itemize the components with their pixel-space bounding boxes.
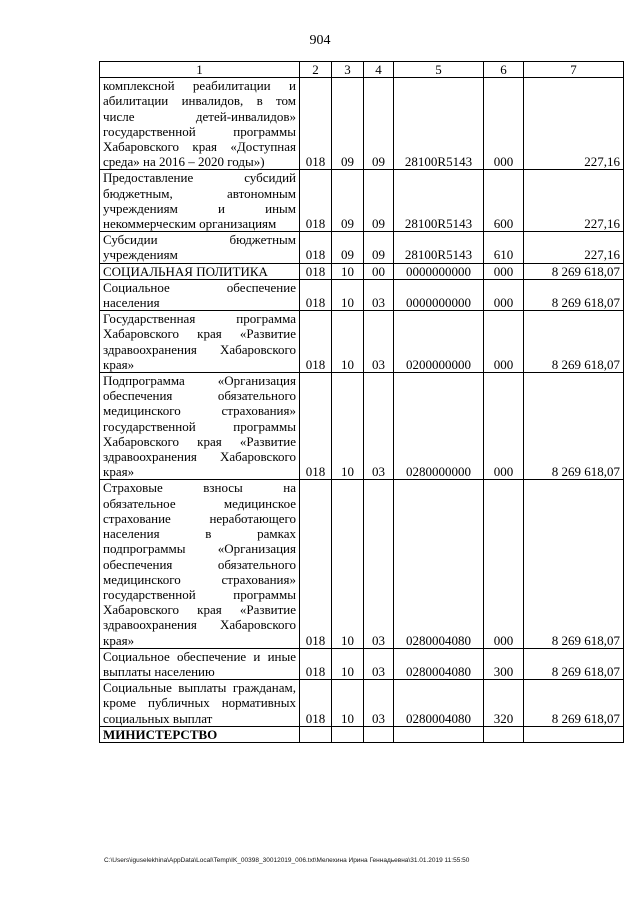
subsection-code: 03 xyxy=(364,279,394,310)
column-header-7: 7 xyxy=(524,62,624,78)
expense-type-code: 000 xyxy=(484,263,524,279)
target-article-code: 0000000000 xyxy=(394,279,484,310)
ministry-code: 018 xyxy=(300,680,332,727)
expense-type-code: 610 xyxy=(484,232,524,263)
expense-type-code: 600 xyxy=(484,170,524,232)
row-name: Социальное обеспечение населения xyxy=(100,279,300,310)
section-code xyxy=(332,726,364,742)
target-article-code: 28100R5143 xyxy=(394,170,484,232)
table-row xyxy=(100,726,624,742)
section-code: 10 xyxy=(332,648,364,679)
expense-type-code: 000 xyxy=(484,78,524,170)
table-row xyxy=(100,648,624,679)
subsection-code: 09 xyxy=(364,170,394,232)
section-code: 10 xyxy=(332,279,364,310)
section-code: 10 xyxy=(332,680,364,727)
amount: 8 269 618,07 xyxy=(524,480,624,648)
file-path-footer: C:\Users\iguselekhina\AppData\Local\Temp\IK_00398_30012019_006.txt\Мелехина Ирина Геннадьевна\31.01.2019 11:55:50 xyxy=(104,857,470,864)
target-article-code: 0000000000 xyxy=(394,263,484,279)
expense-type-code xyxy=(484,726,524,742)
subsection-code: 03 xyxy=(364,648,394,679)
expense-type-code: 320 xyxy=(484,680,524,727)
expense-type-code: 000 xyxy=(484,279,524,310)
amount: 227,16 xyxy=(524,232,624,263)
amount: 227,16 xyxy=(524,170,624,232)
target-article-code: 28100R5143 xyxy=(394,232,484,263)
target-article-code: 0280000000 xyxy=(394,373,484,480)
amount: 8 269 618,07 xyxy=(524,311,624,373)
table-row xyxy=(100,480,624,648)
ministry-code: 018 xyxy=(300,232,332,263)
column-header-2: 2 xyxy=(300,62,332,78)
table-row xyxy=(100,279,624,310)
table-row xyxy=(100,263,624,279)
subsection-code xyxy=(364,726,394,742)
amount: 8 269 618,07 xyxy=(524,680,624,727)
page-number: 904 xyxy=(309,33,331,48)
row-name: Подпрограмма «Организация обеспечения обязательного медицинского страхования» государственной программы Хабаровского края «Развитие здравоохранения Хабаровского края» xyxy=(100,373,300,480)
column-header-6: 6 xyxy=(484,62,524,78)
target-article-code: 0280004080 xyxy=(394,480,484,648)
target-article-code: 0200000000 xyxy=(394,311,484,373)
ministry-code: 018 xyxy=(300,648,332,679)
table-row xyxy=(100,232,624,263)
column-header-1: 1 xyxy=(100,62,300,78)
table-row xyxy=(100,680,624,727)
target-article-code: 0280004080 xyxy=(394,648,484,679)
table-row xyxy=(100,373,624,480)
subsection-code: 03 xyxy=(364,480,394,648)
table-row xyxy=(100,170,624,232)
section-code: 09 xyxy=(332,78,364,170)
amount: 8 269 618,07 xyxy=(524,263,624,279)
subsection-code: 03 xyxy=(364,311,394,373)
row-name: СОЦИАЛЬНАЯ ПОЛИТИКА xyxy=(100,263,300,279)
row-name: Страховые взносы на обязательное медицинское страхование неработающего населения в рамках подпрограммы «Организация обеспечения обязательного медицинского страхования» государственной программы Хабаровского края «Развитие здравоохранения Хабаровского края» xyxy=(100,480,300,648)
ministry-code xyxy=(300,726,332,742)
subsection-code: 03 xyxy=(364,680,394,727)
subsection-code: 03 xyxy=(364,373,394,480)
ministry-code: 018 xyxy=(300,170,332,232)
section-code: 10 xyxy=(332,311,364,373)
ministry-code: 018 xyxy=(300,263,332,279)
ministry-code: 018 xyxy=(300,373,332,480)
section-code: 09 xyxy=(332,170,364,232)
target-article-code: 0280004080 xyxy=(394,680,484,727)
ministry-code: 018 xyxy=(300,279,332,310)
ministry-code: 018 xyxy=(300,78,332,170)
expense-type-code: 000 xyxy=(484,480,524,648)
section-code: 10 xyxy=(332,373,364,480)
row-name: Социальное обеспечение и иные выплаты населению xyxy=(100,648,300,679)
amount: 227,16 xyxy=(524,78,624,170)
amount: 8 269 618,07 xyxy=(524,373,624,480)
ministry-code: 018 xyxy=(300,480,332,648)
row-name: Государственная программа Хабаровского края «Развитие здравоохранения Хабаровского края» xyxy=(100,311,300,373)
column-number-row xyxy=(100,62,624,78)
subsection-code: 00 xyxy=(364,263,394,279)
section-code: 09 xyxy=(332,232,364,263)
expense-type-code: 000 xyxy=(484,311,524,373)
target-article-code: 28100R5143 xyxy=(394,78,484,170)
amount: 8 269 618,07 xyxy=(524,279,624,310)
budget-table xyxy=(99,61,624,743)
amount xyxy=(524,726,624,742)
target-article-code xyxy=(394,726,484,742)
amount: 8 269 618,07 xyxy=(524,648,624,679)
expense-type-code: 000 xyxy=(484,373,524,480)
row-name: Субсидии бюджетным учреждениям xyxy=(100,232,300,263)
column-header-3: 3 xyxy=(332,62,364,78)
ministry-code: 018 xyxy=(300,311,332,373)
row-name: МИНИСТЕРСТВО xyxy=(100,726,300,742)
table-row xyxy=(100,311,624,373)
row-name: комплексной реабилитации и абилитации инвалидов, в том числе детей-инвалидов» государственной программы Хабаровского края «Доступная среда» на 2016 – 2020 годы») xyxy=(100,78,300,170)
row-name: Предоставление субсидий бюджетным, автономным учреждениям и иным некоммерческим организациям xyxy=(100,170,300,232)
row-name: Социальные выплаты гражданам, кроме публичных нормативных социальных выплат xyxy=(100,680,300,727)
section-code: 10 xyxy=(332,263,364,279)
table-row xyxy=(100,78,624,170)
expense-type-code: 300 xyxy=(484,648,524,679)
column-header-5: 5 xyxy=(394,62,484,78)
subsection-code: 09 xyxy=(364,78,394,170)
column-header-4: 4 xyxy=(364,62,394,78)
subsection-code: 09 xyxy=(364,232,394,263)
section-code: 10 xyxy=(332,480,364,648)
